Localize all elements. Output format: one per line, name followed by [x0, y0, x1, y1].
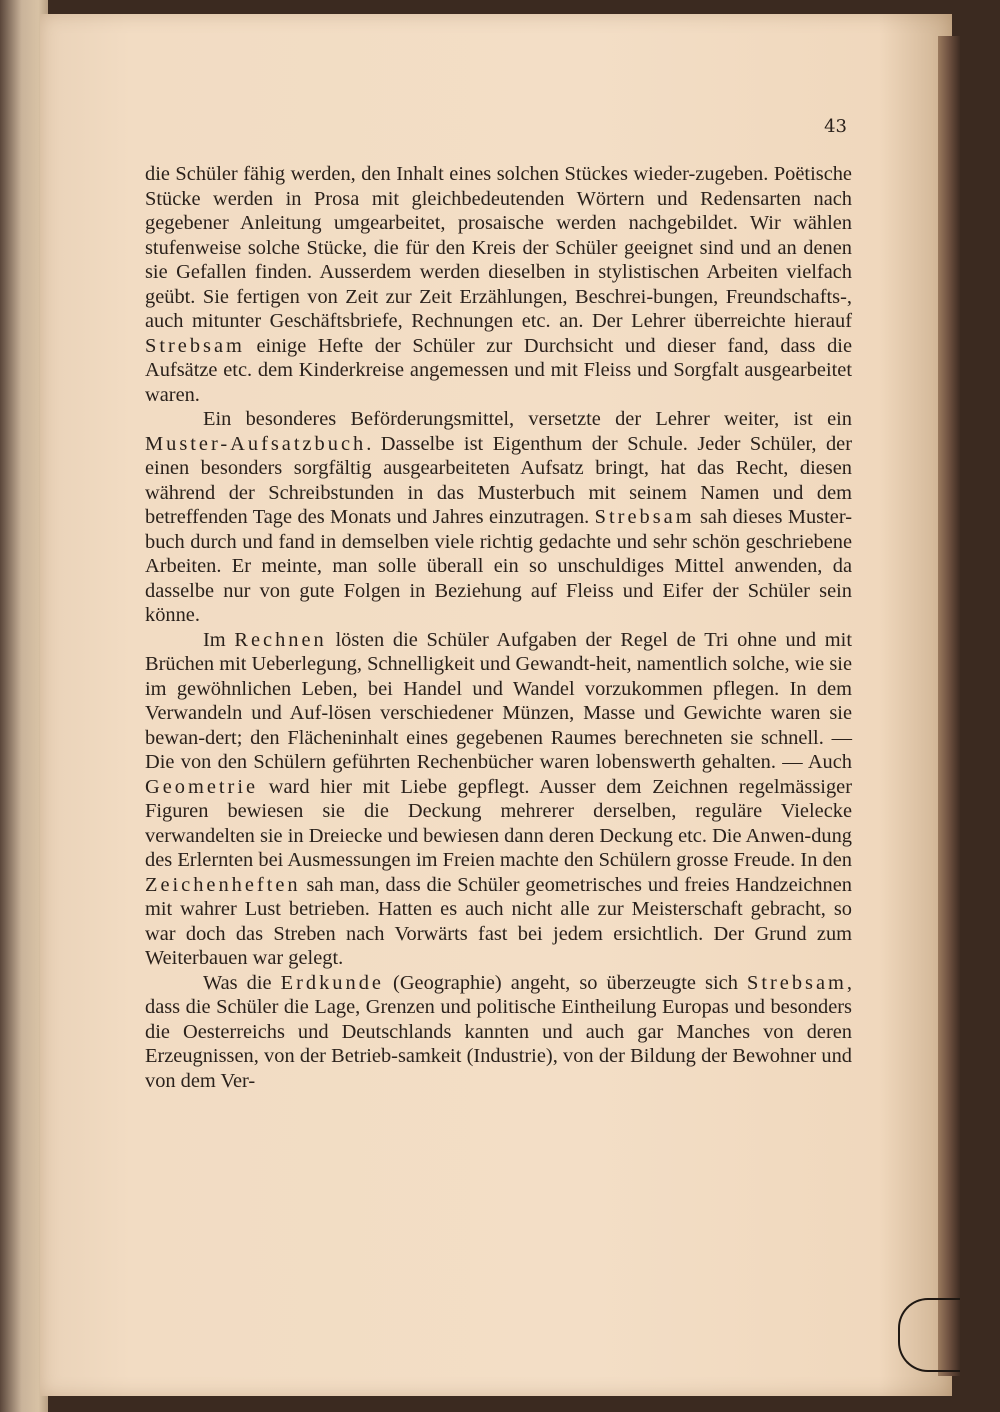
text-run: (Geographie) angeht, so überzeugte sich — [383, 971, 747, 994]
spaced-term: Erdkunde — [280, 971, 384, 994]
paragraph-3 — [145, 628, 852, 971]
spaced-term: Rechnen — [234, 628, 327, 651]
text-run: sah dieses Muster-buch durch und fand in demselben viele richtig gedachte und sehr schön geschriebene Arbeiten. Er meinte, man solle überall ein so unschuldiges Mittel anwenden, da dasselbe nur von gute Folgen in Beziehung auf Fleiss und Eifer der Schüler sein könne. — [145, 506, 852, 626]
spaced-term: Geometrie — [145, 775, 259, 798]
text-run: lösten die Schüler Aufgaben der Regel de Tri ohne und mit Brüchen mit Ueberlegung, Schnelligkeit und Gewandt-heit, namentlich solche, wie sie im gewöhnlichen Leben, bei Handel und Wandel vorzukommen pflegen. In dem Verwandeln und Auf-lösen verschiedener Münzen, Masse und Gewichte waren sie bewan-dert; den Flächeninhalt eines gegebenen Raumes berechneten sie schnell. — Die von den Schülern geführten Rechenbücher waren lobenswerth gehalten. — Auch — [145, 628, 852, 773]
page-clip-mark — [898, 1298, 960, 1372]
text-run: einige Hefte der Schüler zur Durchsicht und dieser fand, dass die Aufsätze etc. dem Kinderkreise angemessen und mit Fleiss und Sorgfalt ausgearbeitet waren. — [145, 334, 852, 406]
spaced-term: Zeichenheften — [145, 873, 301, 896]
paragraph-2 — [145, 407, 852, 628]
text-run: , dass die Schüler die Lage, Grenzen und politische Eintheilung Europas und besonders die Oesterreichs und Deutschlands kannten und auch gar Manches von deren Erzeugnissen, von der Betrieb-samkeit (Industrie), von der Bildung der Bewohner und von dem Ver- — [145, 971, 852, 1092]
spaced-name: Strebsam — [145, 334, 245, 357]
page-number: 43 — [824, 116, 847, 137]
body-text — [145, 162, 852, 1093]
text-run: Ein besonderes Beförderungsmittel, versetzte der Lehrer weiter, ist ein — [203, 408, 852, 430]
spaced-name: Strebsam — [746, 971, 847, 994]
text-run: Was die — [203, 971, 281, 994]
text-run: die Schüler fähig werden, den Inhalt eines solchen Stückes wieder-zugeben. Poëtische Stücke werden in Prosa mit gleichbedeutenden Wörtern und Redensarten nach gegebener Anleitung umgearbeitet, prosaische werden nachgebildet. Wir wählen stufenweise solche Stücke, die für den Kreis der Schüler geeignet sind und an denen sie Gefallen finden. Ausserdem werden dieselben in stylistischen Arbeiten vielfach geübt. Sie fertigen von Zeit zur Zeit Erzählungen, Beschrei-bungen, Freundschafts-, auch mitunter Geschäftsbriefe, Rechnungen etc. an. Der Lehrer überreichte hierauf — [145, 163, 852, 332]
spaced-name: Strebsam — [594, 506, 695, 528]
text-run: Im — [203, 628, 235, 651]
page-stack-edge — [938, 36, 960, 1376]
spaced-term: Muster-Aufsatzbuch — [145, 432, 367, 455]
text-run: sah man, dass die Schüler geometrisches und freies Handzeichnen mit wahrer Lust betrieben. Hatten es auch nicht alle zur Meisterschaft gebracht, so war doch das Streben nach Vorwärts fast bei jedem ersichtlich. Der Grund zum Weiterbauen war gelegt. — [145, 873, 852, 969]
text-run: . Dasselbe ist Eigenthum der Schule. Jeder Schüler, der einen besonders sorgfältig ausgearbeiteten Aufsatz bringt, hat das Recht, diesen während der Schreibstunden in das Musterbuch mit seinem Namen und dem betreffenden Tage des Monats und Jahres einzutragen. — [145, 432, 852, 528]
paragraph-1 — [145, 162, 852, 407]
paragraph-4 — [145, 971, 852, 1094]
text-run: ward hier mit Liebe gepflegt. Ausser dem Zeichnen regelmässiger Figuren bewiesen sie die Deckung mehrerer derselben, reguläre Vielecke verwandelten sie in Dreiecke und bewiesen dann deren Deckung etc. Die Anwen-dung des Erlernten bei Ausmessungen im Freien machte den Schülern grosse Freude. In den — [145, 775, 852, 871]
